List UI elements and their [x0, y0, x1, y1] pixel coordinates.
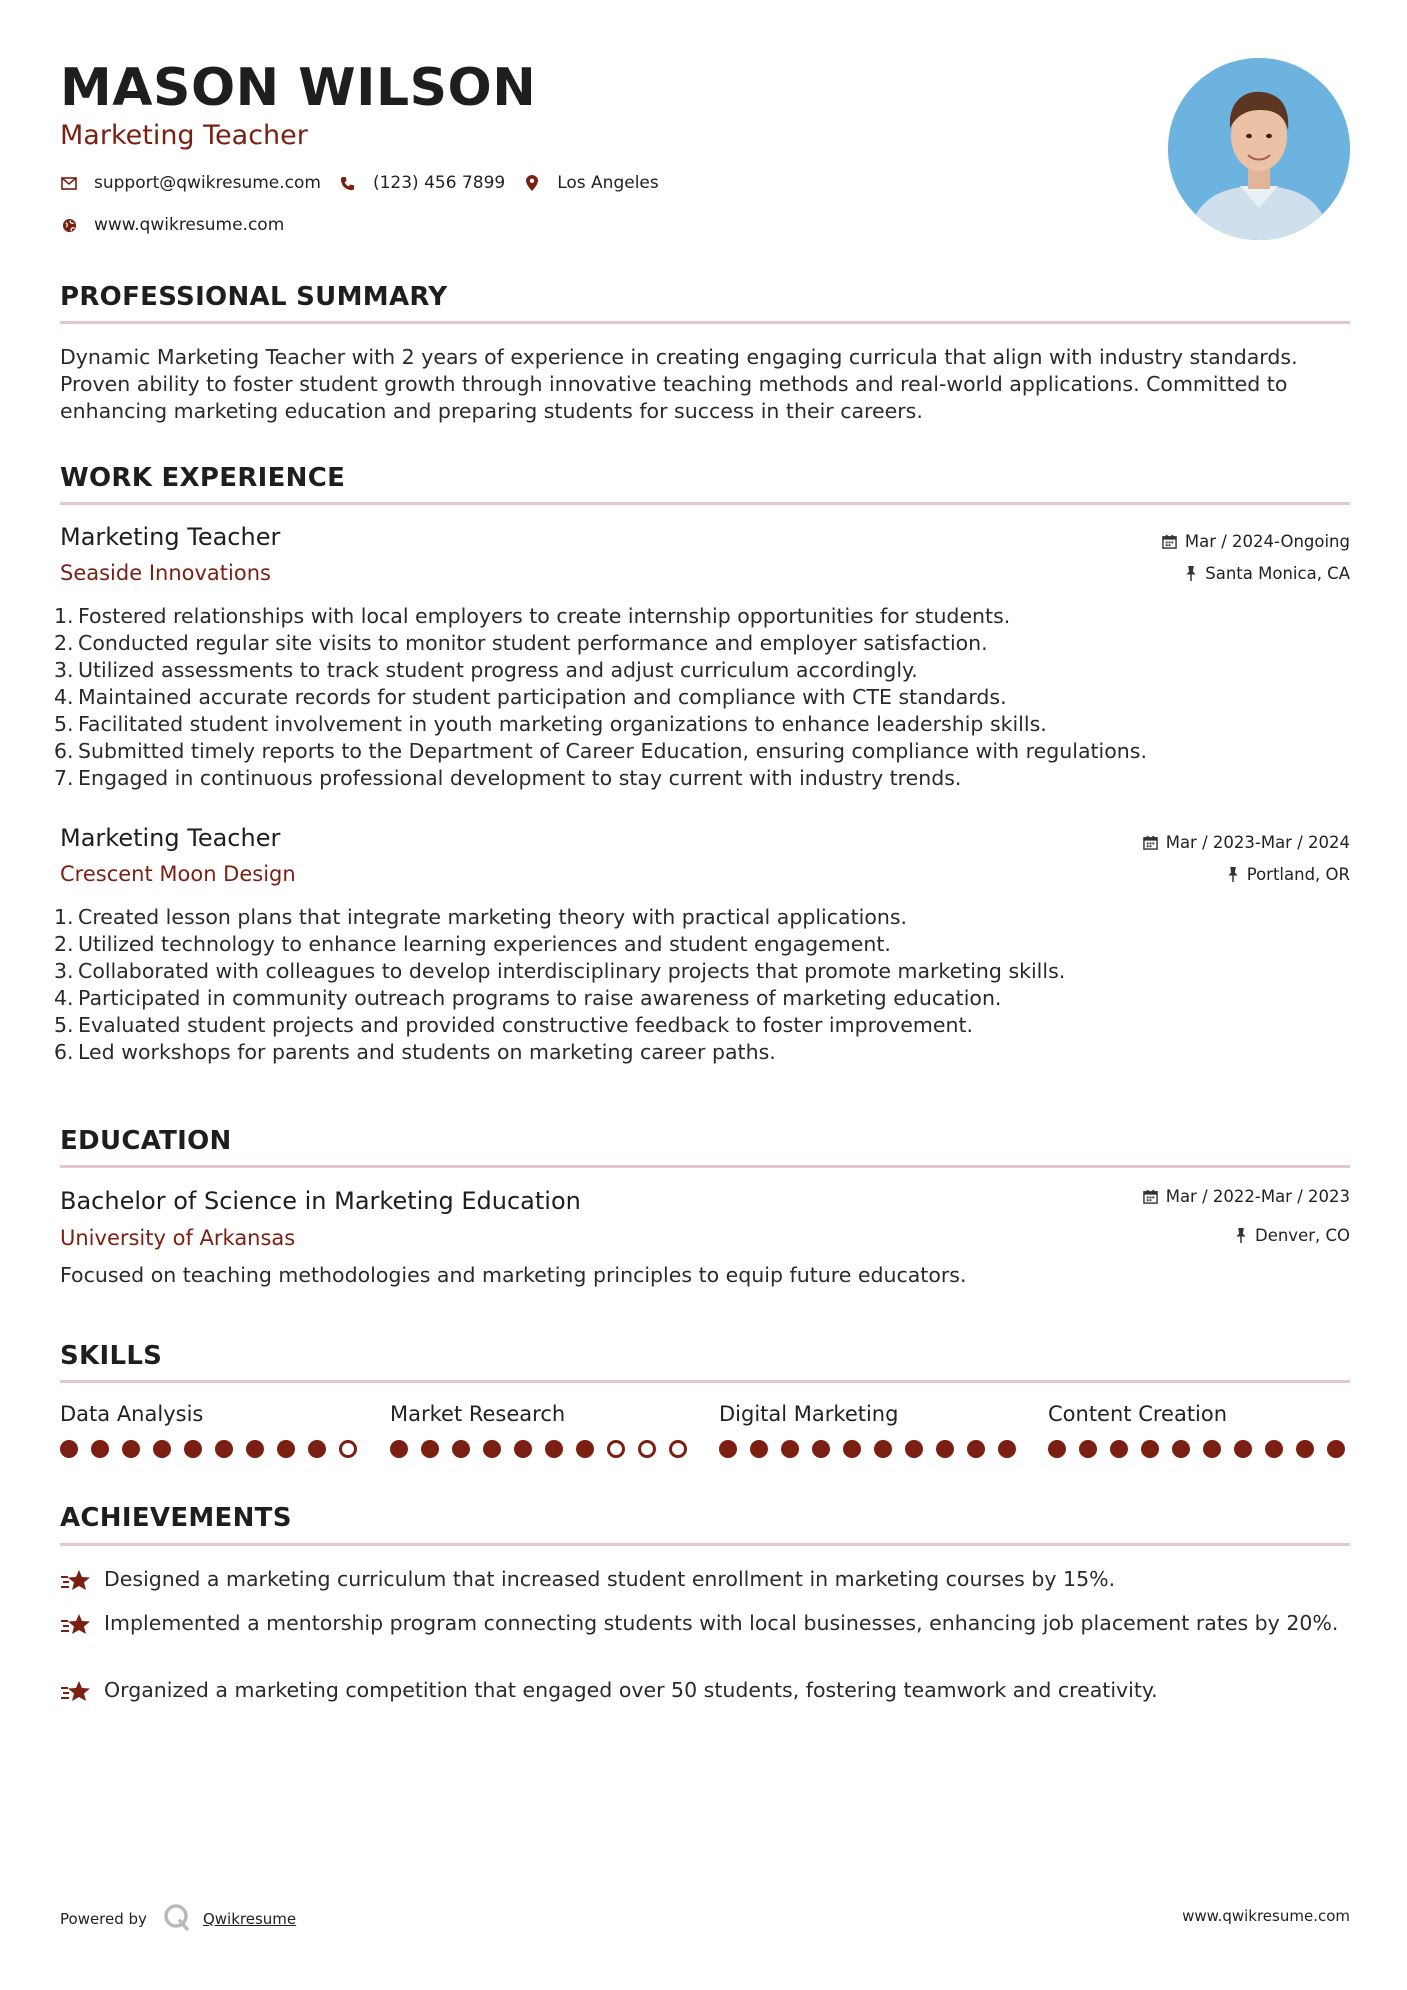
list-item: 6. Led workshops for parents and students on marketing career paths. [54, 1040, 776, 1064]
skill-rating [719, 1440, 1029, 1458]
job-location-text: Portland, OR [1246, 865, 1350, 884]
candidate-title: Marketing Teacher [60, 120, 308, 151]
avatar [1168, 58, 1350, 240]
rating-dot-filled [843, 1440, 861, 1458]
rating-dot-filled [60, 1440, 78, 1458]
education-location [1235, 1226, 1350, 1245]
contact-row-primary [60, 173, 677, 193]
rating-dot-empty [638, 1440, 656, 1458]
footer-powered-by [60, 1903, 296, 1935]
rating-dot-filled [1079, 1440, 1097, 1458]
rating-dot-filled [998, 1440, 1016, 1458]
achievement-item [60, 1677, 1350, 1712]
email-link[interactable]: support@qwikresume.com [94, 173, 321, 193]
list-item: 5. Facilitated student involvement in youth marketing organizations to enhance leadership skills. [54, 712, 1047, 736]
achievement-item [60, 1566, 1350, 1601]
skill-rating [1048, 1440, 1358, 1458]
achievement-item [60, 1610, 1350, 1645]
job-location [1185, 564, 1350, 583]
school-name: University of Arkansas [60, 1226, 296, 1250]
skill-rating [390, 1440, 700, 1458]
rating-dot-filled [514, 1440, 532, 1458]
pushpin-icon [1185, 566, 1197, 581]
company-name: Seaside Innovations [60, 561, 271, 585]
rating-dot-filled [936, 1440, 954, 1458]
job-title: Marketing Teacher [60, 523, 281, 551]
list-item: 3. Utilized assessments to track student progress and adjust curriculum accordingly. [54, 658, 918, 682]
rating-dot-filled [545, 1440, 563, 1458]
list-item: 2. Conducted regular site visits to monitor student performance and employer satisfaction. [54, 631, 988, 655]
award-star-icon [60, 1677, 104, 1712]
rating-dot-filled [184, 1440, 202, 1458]
job-bullet-list [54, 603, 1354, 792]
calendar-icon [1143, 1189, 1158, 1204]
job-dates [1143, 833, 1350, 852]
section-divider [60, 502, 1350, 505]
section-divider [60, 1543, 1350, 1546]
achievement-text: Designed a marketing curriculum that increased student enrollment in marketing courses by 15%. [104, 1567, 1116, 1591]
globe-icon [60, 216, 78, 234]
rating-dot-filled [1265, 1440, 1283, 1458]
job-bullet-list [54, 904, 1354, 1066]
rating-dot-filled [277, 1440, 295, 1458]
list-item: 4. Maintained accurate records for student participation and compliance with CTE standards. [54, 685, 1007, 709]
award-star-icon [60, 1566, 104, 1601]
rating-dot-empty [669, 1440, 687, 1458]
section-divider [60, 1380, 1350, 1383]
job-dates-text: Mar / 2024-Ongoing [1184, 532, 1350, 551]
company-name: Crescent Moon Design [60, 862, 296, 886]
summary-text: Dynamic Marketing Teacher with 2 years of experience in creating engaging curricula that align with industry standards. Proven ability to foster student growth through innovative teaching methods and real-world applications. Committed to enhancing marketing education and preparing students for success in their careers. [60, 345, 1298, 423]
rating-dot-filled [421, 1440, 439, 1458]
footer-website-link[interactable]: www.qwikresume.com [1182, 1907, 1350, 1925]
location-text: Los Angeles [557, 173, 659, 193]
education-description: Focused on teaching methodologies and marketing principles to equip future educators. [60, 1263, 967, 1287]
skills-heading: SKILLS [60, 1341, 163, 1371]
calendar-icon [1143, 835, 1158, 850]
candidate-name: MASON WILSON [60, 58, 537, 118]
rating-dot-filled [215, 1440, 233, 1458]
job-dates [1162, 532, 1350, 551]
rating-dot-filled [483, 1440, 501, 1458]
rating-dot-filled [1327, 1440, 1345, 1458]
education-dates [1143, 1187, 1350, 1206]
rating-dot-empty [607, 1440, 625, 1458]
rating-dot-filled [1172, 1440, 1190, 1458]
award-star-icon [60, 1610, 104, 1645]
job-location-text: Santa Monica, CA [1205, 564, 1350, 583]
rating-dot-filled [874, 1440, 892, 1458]
list-item: 4. Participated in community outreach programs to raise awareness of marketing education. [54, 986, 1002, 1010]
list-item: 2. Utilized technology to enhance learning experiences and student engagement. [54, 932, 891, 956]
rating-dot-filled [1234, 1440, 1252, 1458]
skill-label: Market Research [390, 1402, 566, 1426]
powered-by-label: Powered by [60, 1910, 147, 1928]
qwikresume-logo-icon [163, 1903, 191, 1935]
list-item: 6. Submitted timely reports to the Department of Career Education, ensuring compliance with regulations. [54, 739, 1147, 763]
job-dates-text: Mar / 2023-Mar / 2024 [1165, 833, 1350, 852]
rating-dot-empty [339, 1440, 357, 1458]
section-divider [60, 1165, 1350, 1168]
skill-label: Digital Marketing [719, 1402, 899, 1426]
phone-number[interactable]: (123) 456 7899 [372, 173, 506, 193]
rating-dot-filled [308, 1440, 326, 1458]
section-divider [60, 321, 1350, 324]
rating-dot-filled [905, 1440, 923, 1458]
list-item: 5. Evaluated student projects and provided constructive feedback to foster improvement. [54, 1013, 974, 1037]
job-title: Marketing Teacher [60, 824, 281, 852]
rating-dot-filled [452, 1440, 470, 1458]
achievements-heading: ACHIEVEMENTS [60, 1503, 292, 1533]
qwikresume-link[interactable]: Qwikresume [202, 1910, 297, 1928]
skill-rating [60, 1440, 370, 1458]
list-item: 1. Fostered relationships with local employers to create internship opportunities for students. [54, 604, 1011, 628]
email-icon [60, 174, 78, 192]
education-dates-text: Mar / 2022-Mar / 2023 [1165, 1187, 1350, 1206]
list-item: 1. Created lesson plans that integrate marketing theory with practical applications. [54, 905, 908, 929]
rating-dot-filled [1203, 1440, 1221, 1458]
rating-dot-filled [390, 1440, 408, 1458]
education-heading: EDUCATION [60, 1126, 232, 1156]
rating-dot-filled [91, 1440, 109, 1458]
achievement-text: Implemented a mentorship program connecting students with local businesses, enhancing job placement rates by 20%. [104, 1611, 1339, 1635]
rating-dot-filled [1141, 1440, 1159, 1458]
rating-dot-filled [122, 1440, 140, 1458]
contact-row-secondary [60, 215, 302, 235]
list-item: 7. Engaged in continuous professional development to stay current with industry trends. [54, 766, 962, 790]
rating-dot-filled [153, 1440, 171, 1458]
rating-dot-filled [1048, 1440, 1066, 1458]
rating-dot-filled [781, 1440, 799, 1458]
pushpin-icon [1227, 867, 1239, 882]
rating-dot-filled [750, 1440, 768, 1458]
degree-title: Bachelor of Science in Marketing Education [60, 1187, 581, 1215]
achievement-text: Organized a marketing competition that engaged over 50 students, fostering teamwork and creativity. [104, 1678, 1158, 1702]
summary-heading: PROFESSIONAL SUMMARY [60, 282, 448, 312]
rating-dot-filled [1296, 1440, 1314, 1458]
job-location [1227, 865, 1350, 884]
experience-heading: WORK EXPERIENCE [60, 463, 346, 493]
skill-label: Data Analysis [60, 1402, 204, 1426]
calendar-icon [1162, 534, 1177, 549]
list-item: 3. Collaborated with colleagues to develop interdisciplinary projects that promote marketing skills. [54, 959, 1066, 983]
rating-dot-filled [576, 1440, 594, 1458]
phone-icon [339, 174, 357, 192]
rating-dot-filled [246, 1440, 264, 1458]
website-link[interactable]: www.qwikresume.com [94, 215, 285, 235]
rating-dot-filled [719, 1440, 737, 1458]
skill-label: Content Creation [1048, 1402, 1228, 1426]
pushpin-icon [1235, 1228, 1247, 1243]
rating-dot-filled [967, 1440, 985, 1458]
rating-dot-filled [812, 1440, 830, 1458]
rating-dot-filled [1110, 1440, 1128, 1458]
education-location-text: Denver, CO [1254, 1226, 1350, 1245]
map-pin-icon [523, 174, 541, 192]
